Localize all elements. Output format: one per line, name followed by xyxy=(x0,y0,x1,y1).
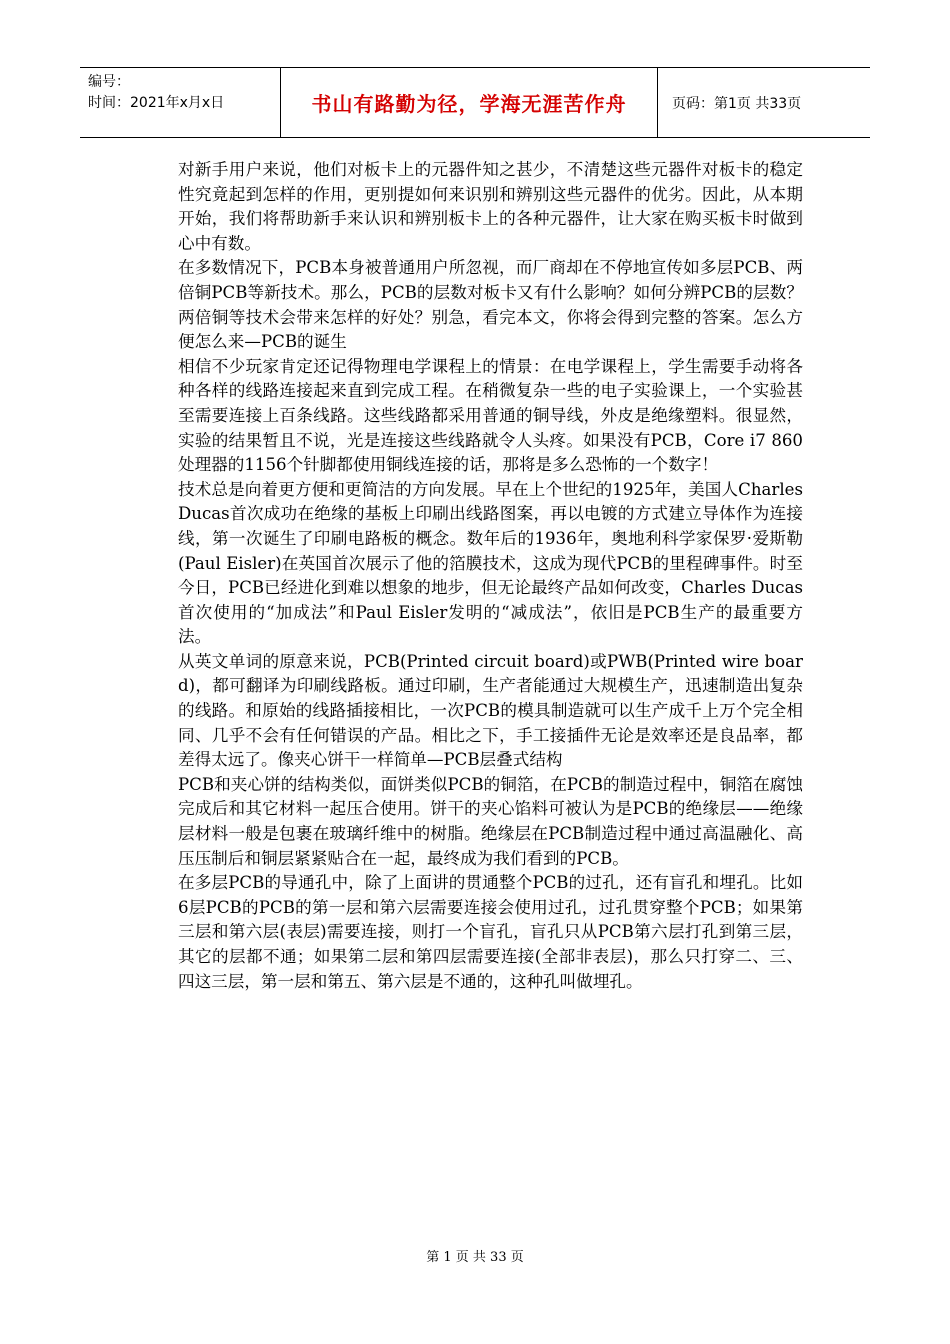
paragraph: 在多数情况下，PCB本身被普通用户所忽视，而厂商却在不停地宣传如多层PCB、两倍铜PCB等新技术。那么，PCB的层数对板卡又有什么影响？如何分辨PCB的层数？两倍铜等技术会带来怎样的好处？别急，看完本文，你将会得到完整的答案。怎么方便怎么来—PCB的诞生 xyxy=(178,258,803,352)
paragraph: 对新手用户来说，他们对板卡上的元器件知之甚少，不清楚这些元器件对板卡的稳定性究竟起到怎样的作用，更别提如何来识别和辨别这些元器件的优劣。因此，从本期开始，我们将帮助新手来认识和辨别板卡上的各种元器件，让大家在购买板卡时做到心中有数。 xyxy=(178,160,803,253)
document-time-label: 时间：2021年x月x日 xyxy=(88,95,225,111)
page-header xyxy=(80,67,870,138)
document-number-label: 编号： xyxy=(88,74,130,90)
paragraph: 相信不少玩家肯定还记得物理电学课程上的情景：在电学课程上，学生需要手动将各种各样的线路连接起来直到完成工程。在稍微复杂一些的电子实验课上，一个实验甚至需要连接上百条线路。这些线路都采用普通的铜导线，外皮是绝缘塑料。很显然，实验的结果暂且不说，光是连接这些线路就令人头疼。如果没有PCB，Core i7 860处理器的1156个针脚都使用铜线连接的话，那将是多么恐怖的一个数字！ xyxy=(178,356,803,475)
paragraph: 技术总是向着更方便和更简洁的方向发展。早在上个世纪的1925年，美国人Charles Ducas首次成功在绝缘的基板上印刷出线路图案，再以电镀的方式建立导体作为连接线，第一次诞生了印刷电路板的概念。数年后的1936年，奥地利科学家保罗·爱斯勒(Paul Eisler)在英国首次展示了他的箔膜技术，这成为现代PCB的里程碑事件。时至今日，PCB已经进化到难以想象的地步，但无论最终产品如何改变，Charles Ducas首次使用的“加成法”和Paul Eisler发明的“减成法”，依旧是PCB生产的最重要方法。 xyxy=(178,479,803,647)
paragraph: PCB和夹心饼的结构类似，面饼类似PCB的铜箔，在PCB的制造过程中，铜箔在腐蚀完成后和其它材料一起压合使用。饼干的夹心馅料可被认为是PCB的绝缘层——绝缘层材料一般是包裹在玻璃纤维中的树脂。绝缘层在PCB制造过程中通过高温融化、高压压制后和铜层紧紧贴合在一起，最终成为我们看到的PCB。 xyxy=(178,774,803,868)
header-page-info: 页码：第1页 共33页 xyxy=(672,95,802,112)
paragraph: 从英文单词的原意来说，PCB(Printed circuit board)或PWB(Printed wire board)，都可翻译为印刷线路板。通过印刷，生产者能通过大规模生产，迅速制造出复杂的线路。和原始的线路插接相比，一次PCB的模具制造就可以生产成千上万个完全相同、几乎不会有任何错误的产品。相比之下，手工接插件无论是效率还是良品率，都差得太远了。像夹心饼干一样简单—PCB层叠式结构 xyxy=(178,651,803,770)
header-motto: 书山有路勤为径，学海无涯苦作舟 xyxy=(281,68,658,137)
paragraph: 在多层PCB的导通孔中，除了上面讲的贯通整个PCB的过孔，还有盲孔和埋孔。比如6层PCB的PCB的第一层和第六层需要连接会使用过孔，过孔贯穿整个PCB；如果第三层和第六层(表层)需要连接，则打一个盲孔，盲孔只从PCB第六层打孔到第三层，其它的层都不通；如果第二层和第四层需要连接(全部非表层)，那么只打穿二、三、四这三层，第一层和第五、第六层是不通的，这种孔叫做埋孔。 xyxy=(178,873,803,991)
document-body xyxy=(178,158,803,994)
header-meta xyxy=(80,68,281,137)
page-footer: 第 1 页 共 33 页 xyxy=(426,1250,524,1265)
